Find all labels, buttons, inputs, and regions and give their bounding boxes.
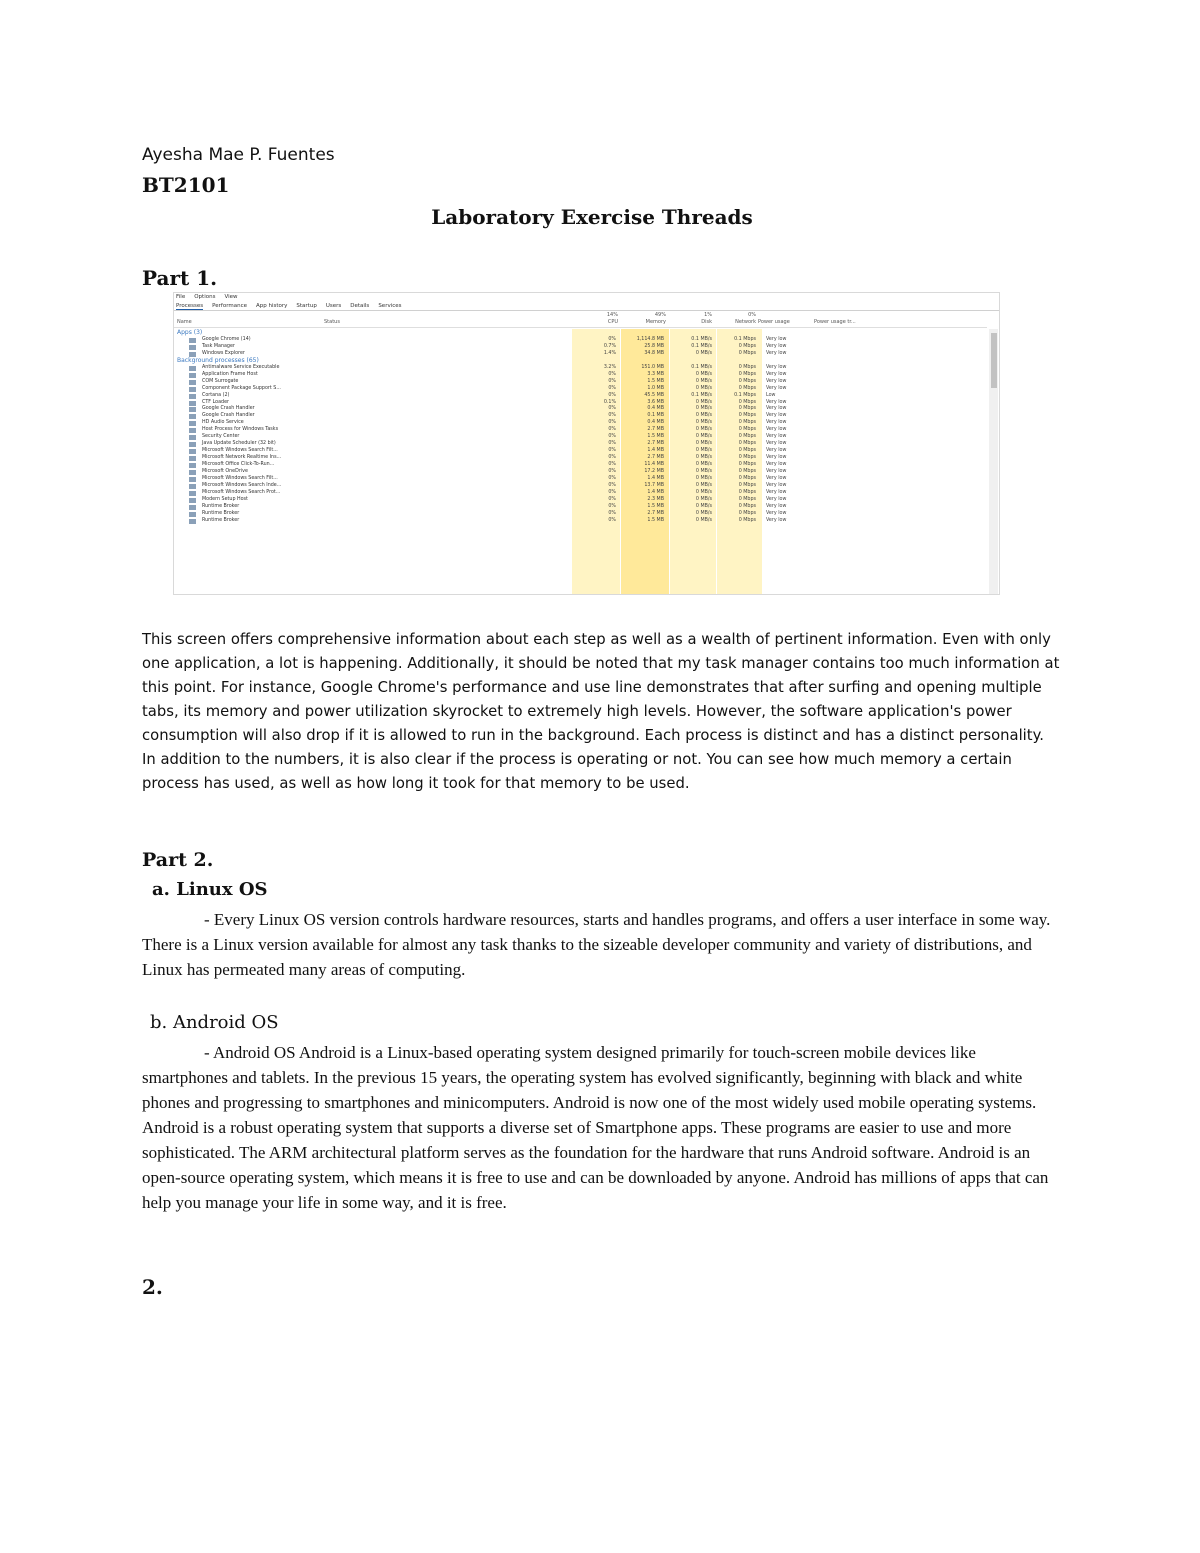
android-text [142, 1040, 1062, 1215]
process-icon [189, 394, 196, 399]
process-value: 0 MB/s [695, 448, 712, 454]
column-header [814, 312, 874, 326]
android-paragraph: - Android OS Android is a Linux-based operating system designed primarily for touch-screen mobile devices like smartphones and tablets. In the previous 15 years, the operating system has evolved significantly, beginning with black and white phones and progressing to smartphones and minicomputers. Android is now one of the most widely used mobile operating systems. Android is a robust operating system that supports a diverse set of Smartphone apps. These programs are easier to use and more sophisticated. The ARM architectural platform serves as the foundation for the hardware that runs Android software. Android is an open-source operating system, which means it is free to use and can be downloaded by anyone. Android has millions of apps that can help you manage your life in some way, and it is free. [142, 1043, 1049, 1212]
process-group-heading: Apps (3) [177, 329, 203, 336]
process-group-heading: Background processes (65) [177, 356, 259, 364]
process-value: 0% [608, 392, 616, 398]
process-value: 2.3 MB [647, 496, 664, 502]
column-header-label: Power usage [758, 319, 790, 325]
process-icon [189, 456, 196, 461]
tab-item: Startup [296, 303, 317, 309]
process-value: 0% [608, 413, 616, 419]
process-value: 0% [608, 406, 616, 412]
process-value: 0 Mbps [738, 378, 756, 384]
process-value: 0 Mbps [738, 413, 756, 419]
column-header [324, 312, 364, 326]
process-icon [189, 477, 196, 482]
process-icon [189, 498, 196, 503]
column-header-label: Network [735, 319, 756, 325]
process-value: 0.1 MB/s [691, 343, 712, 349]
process-row [174, 518, 986, 525]
process-value: 0% [608, 448, 616, 454]
process-value: 0 Mbps [738, 406, 756, 412]
process-name: COM Surrogate [202, 378, 239, 384]
process-power: Very low [766, 336, 787, 342]
process-value: 0% [608, 482, 616, 488]
process-name: Runtime Broker [202, 503, 240, 509]
column-header-label: CPU [607, 319, 618, 325]
task-manager-menu [176, 294, 247, 300]
process-icon [189, 519, 196, 524]
process-value: 34.8 MB [644, 350, 664, 356]
process-value: 0% [608, 427, 616, 433]
process-value: 1,114.8 MB [636, 336, 664, 342]
process-power: Very low [766, 510, 787, 516]
process-value: 0.1 Mbps [734, 336, 756, 342]
process-value: 0 Mbps [738, 448, 756, 454]
column-header [622, 312, 666, 326]
process-row [174, 497, 986, 504]
process-value: 0 Mbps [738, 482, 756, 488]
process-icon [189, 435, 196, 440]
process-name: CTF Loader [202, 399, 229, 405]
process-value: 0 MB/s [695, 350, 712, 356]
column-header [177, 312, 237, 326]
process-value: 151.0 MB [641, 364, 664, 370]
process-power: Very low [766, 455, 787, 461]
process-name: Google Crash Handler [202, 413, 255, 419]
process-value: 0 MB/s [695, 378, 712, 384]
process-value: 1.4 MB [647, 475, 664, 481]
process-value: 11.4 MB [644, 462, 664, 468]
process-power: Very low [766, 427, 787, 433]
process-value: 0% [608, 475, 616, 481]
process-value: 0% [608, 420, 616, 426]
process-icon [189, 407, 196, 412]
process-value: 1.4 MB [647, 489, 664, 495]
column-header [714, 312, 756, 326]
process-row [174, 372, 986, 379]
part2-heading: Part 2. [142, 849, 214, 871]
process-value: 0 MB/s [695, 427, 712, 433]
process-value: 0% [608, 503, 616, 509]
task-manager-tabs [176, 303, 411, 309]
process-icon [189, 470, 196, 475]
process-value: 0.1 MB/s [691, 364, 712, 370]
process-icon [189, 449, 196, 454]
process-row [174, 386, 986, 393]
column-header [670, 312, 712, 326]
process-power: Very low [766, 496, 787, 502]
process-value: 0% [608, 385, 616, 391]
process-value: 0.1% [603, 399, 616, 405]
process-row [174, 490, 986, 497]
column-header-label: Memory [645, 319, 666, 325]
process-row [174, 483, 986, 490]
tab-item: Users [325, 303, 342, 309]
process-icon [189, 421, 196, 426]
process-icon [189, 366, 196, 371]
task-manager-scroll-thumb [991, 333, 997, 388]
process-value: 17.2 MB [644, 469, 664, 474]
process-value: 0% [608, 469, 616, 474]
process-name: Runtime Broker [202, 517, 240, 523]
process-row [174, 469, 986, 476]
process-value: 0 MB/s [695, 455, 712, 461]
process-value: 3.6 MB [647, 399, 664, 405]
process-value: 0 MB/s [695, 385, 712, 391]
column-header [574, 312, 618, 326]
process-value: 0% [608, 434, 616, 440]
process-icon [189, 414, 196, 419]
process-power: Very low [766, 517, 787, 523]
process-power: Very low [766, 462, 787, 468]
process-row [174, 393, 986, 400]
tab-item: Processes [176, 303, 204, 309]
process-name: Java Update Scheduler (32 bit) [202, 441, 276, 447]
process-value: 0 MB/s [695, 434, 712, 440]
process-power: Very low [766, 385, 787, 391]
process-value: 0 MB/s [695, 413, 712, 419]
process-icon [189, 512, 196, 517]
process-name: Microsoft Windows Search Prot... [202, 489, 281, 495]
process-power: Very low [766, 378, 787, 384]
process-value: 1.4% [603, 350, 616, 356]
process-row [174, 476, 986, 483]
process-value: 0.1 MB/s [691, 336, 712, 342]
process-value: 0 MB/s [695, 489, 712, 495]
process-value: 0 Mbps [738, 510, 756, 516]
process-value: 2.7 MB [647, 455, 664, 461]
process-power: Low [766, 392, 776, 398]
column-header-top: 1% [704, 312, 712, 318]
process-name: Cortana (2) [202, 392, 230, 398]
column-header-top [324, 312, 364, 319]
section2-heading: 2. [142, 1275, 163, 1299]
process-name: Host Process for Windows Tasks [202, 427, 279, 433]
process-icon [189, 345, 196, 350]
process-icon [189, 505, 196, 510]
process-value: 0 Mbps [738, 350, 756, 356]
process-power: Very low [766, 448, 787, 454]
process-value: 13.7 MB [644, 482, 664, 488]
process-value: 0 MB/s [695, 517, 712, 523]
process-value: 0 MB/s [695, 441, 712, 447]
process-value: 0 Mbps [738, 420, 756, 426]
process-power: Very low [766, 406, 787, 412]
process-value: 0 MB/s [695, 420, 712, 426]
process-value: 0 Mbps [738, 399, 756, 405]
process-value: 0 Mbps [738, 343, 756, 349]
column-header-top: 0% [748, 312, 756, 318]
process-value: 0 MB/s [695, 482, 712, 488]
process-row [174, 441, 986, 448]
process-power: Very low [766, 364, 787, 370]
process-value: 0% [608, 455, 616, 461]
process-row [174, 413, 986, 420]
process-value: 1.0 MB [647, 385, 664, 391]
process-value: 1.5 MB [647, 517, 664, 523]
linux-text [142, 907, 1062, 982]
part1-paragraph: This screen offers comprehensive information about each step as well as a wealth of pertinent information. Even with only one application, a lot is happening. Additionally, it should be noted that my task manager contains too much information at this point. For instance, Google Chrome's performance and use line demonstrates that after surfing and opening multiple tabs, its memory and power utilization skyrocket to extremely high levels. However, the software application's power consumption will also drop if it is allowed to run in the background. Each process is distinct and has a distinct personality. In addition to the numbers, it is also clear if the process is operating or not. You can see how much memory a certain process has used, as well as how long it took for that memory to be used. [142, 631, 1060, 792]
process-value: 0% [608, 496, 616, 502]
process-value: 0 Mbps [738, 489, 756, 495]
process-row [174, 344, 986, 351]
process-value: 0 Mbps [738, 427, 756, 433]
process-row [174, 365, 986, 372]
process-value: 3.3 MB [647, 371, 664, 377]
process-value: 0% [608, 462, 616, 468]
process-value: 0 Mbps [738, 441, 756, 447]
process-value: 0.4 MB [647, 420, 664, 426]
process-power: Very low [766, 503, 787, 509]
process-row [174, 406, 986, 413]
process-name: Microsoft Windows Search Inde... [202, 482, 282, 488]
process-name: Microsoft Office Click-To-Run... [202, 462, 275, 468]
process-name: Google Chrome (14) [202, 336, 251, 342]
process-value: 0.4 MB [647, 406, 664, 412]
column-header-top: 14% [606, 312, 618, 318]
linux-heading: a. Linux OS [152, 879, 268, 900]
process-value: 0% [608, 371, 616, 377]
process-row [174, 427, 986, 434]
process-name: Task Manager [202, 343, 235, 349]
part1-heading: Part 1. [142, 266, 218, 290]
process-value: 0% [608, 517, 616, 523]
process-power: Very low [766, 482, 787, 488]
process-icon [189, 401, 196, 406]
process-icon [189, 373, 196, 378]
process-power: Very low [766, 475, 787, 481]
tab-item: Services [378, 303, 402, 309]
process-value: 0% [608, 510, 616, 516]
linux-paragraph: - Every Linux OS version controls hardware resources, starts and handles programs, and offers a user interface in some way. There is a Linux version available for almost any task thanks to the sizeable developer community and variety of distributions, and Linux has permeated many areas of computing. [142, 910, 1051, 979]
column-header-label: Name [177, 319, 192, 325]
process-value: 3.2% [603, 364, 616, 370]
process-name: Runtime Broker [202, 510, 240, 516]
process-name: Application Frame Host [202, 371, 258, 377]
process-value: 0.1 MB [647, 413, 664, 419]
process-value: 0 MB/s [695, 510, 712, 516]
process-name: Microsoft Windows Search Filt... [202, 448, 278, 454]
process-value: 2.7 MB [647, 510, 664, 516]
menu-item: File [176, 294, 186, 300]
column-header-label: Power usage tr... [814, 319, 856, 325]
process-value: 1.5 MB [647, 434, 664, 440]
column-header-label: Status [324, 319, 340, 325]
process-value: 0 MB/s [695, 371, 712, 377]
process-power: Very low [766, 469, 787, 474]
process-value: 1.5 MB [647, 503, 664, 509]
process-value: 2.7 MB [647, 441, 664, 447]
process-value: 0% [608, 336, 616, 342]
process-icon [189, 463, 196, 468]
process-value: 0 Mbps [738, 496, 756, 502]
process-power: Very low [766, 413, 787, 419]
process-value: 0 MB/s [695, 469, 712, 474]
tab-item: Performance [212, 303, 247, 309]
process-power: Very low [766, 420, 787, 426]
column-header-top [814, 312, 874, 319]
process-row [174, 420, 986, 427]
process-value: 0 Mbps [738, 503, 756, 509]
process-value: 0 Mbps [738, 475, 756, 481]
process-value: 0 MB/s [695, 475, 712, 481]
process-name: Modern Setup Host [202, 496, 248, 502]
process-value: 0 MB/s [695, 406, 712, 412]
process-value: 0 Mbps [738, 385, 756, 391]
process-power: Very low [766, 343, 787, 349]
column-header-top: 49% [654, 312, 666, 318]
process-row [174, 351, 986, 358]
process-row [174, 511, 986, 518]
process-value: 0 MB/s [695, 462, 712, 468]
column-header-top [758, 312, 808, 319]
process-value: 45.5 MB [644, 392, 664, 398]
android-heading: b. Android OS [150, 1012, 279, 1033]
process-row [174, 455, 986, 462]
process-icon [189, 442, 196, 447]
process-power: Very low [766, 489, 787, 495]
process-row [174, 448, 986, 455]
process-name: HD Audio Service [202, 420, 244, 426]
process-value: 25.8 MB [644, 343, 664, 349]
process-value: 1.5 MB [647, 378, 664, 384]
process-name: Google Crash Handler [202, 406, 255, 412]
process-value: 0 Mbps [738, 371, 756, 377]
process-value: 0.1 Mbps [734, 392, 756, 398]
process-name: Microsoft OneDrive [202, 469, 248, 474]
process-value: 2.7 MB [647, 427, 664, 433]
menu-item: View [224, 294, 238, 300]
process-value: 0 MB/s [695, 496, 712, 502]
column-header [758, 312, 808, 326]
process-value: 0 MB/s [695, 399, 712, 405]
process-row [174, 434, 986, 441]
menu-item: Options [194, 294, 216, 300]
process-row [174, 462, 986, 469]
process-name: Microsoft Windows Search Filt... [202, 475, 278, 481]
process-value: 0 Mbps [738, 462, 756, 468]
process-row [174, 379, 986, 386]
process-icon [189, 338, 196, 343]
process-value: 0% [608, 378, 616, 384]
process-value: 1.4 MB [647, 448, 664, 454]
process-value: 0 MB/s [695, 503, 712, 509]
process-icon [189, 428, 196, 433]
column-header-top [177, 312, 237, 319]
author-name: Ayesha Mae P. Fuentes [142, 145, 335, 165]
process-row [174, 504, 986, 511]
process-power: Very low [766, 399, 787, 405]
process-name: Component Package Support S... [202, 385, 281, 391]
process-icon [189, 484, 196, 489]
process-icon [189, 491, 196, 496]
process-name: Windows Explorer [202, 350, 245, 356]
process-value: 0 Mbps [738, 364, 756, 370]
process-value: 0 Mbps [738, 469, 756, 474]
process-name: Antimalware Service Executable [202, 364, 280, 370]
document-title: Laboratory Exercise Threads [431, 205, 753, 229]
process-power: Very low [766, 371, 787, 377]
process-power: Very low [766, 434, 787, 440]
process-power: Very low [766, 441, 787, 447]
task-manager-screenshot [173, 292, 1000, 595]
tab-item: Details [350, 303, 370, 309]
process-value: 0 Mbps [738, 455, 756, 461]
process-name: Security Center [202, 434, 240, 440]
process-value: 0% [608, 441, 616, 447]
process-value: 0 Mbps [738, 434, 756, 440]
process-value: 0 Mbps [738, 517, 756, 523]
process-value: 0% [608, 489, 616, 495]
process-value: 0.1 MB/s [691, 392, 712, 398]
process-row [174, 400, 986, 407]
process-power: Very low [766, 350, 787, 356]
process-value: 0.7% [603, 343, 616, 349]
column-header-label: Disk [701, 319, 712, 325]
process-row [174, 337, 986, 344]
process-icon [189, 387, 196, 392]
process-name: Microsoft Network Realtime Ins... [202, 455, 282, 461]
course-code: BT2101 [142, 173, 230, 197]
process-icon [189, 380, 196, 385]
tab-item: App history [255, 303, 288, 309]
